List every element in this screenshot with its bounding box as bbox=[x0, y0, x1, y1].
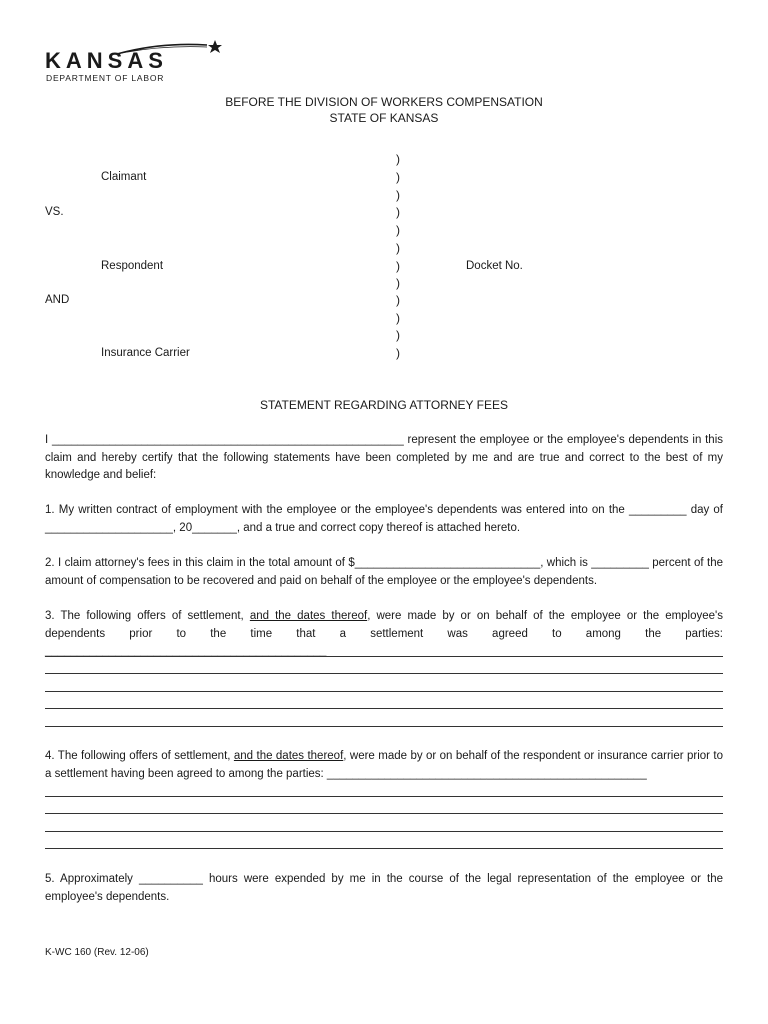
item-4-blank-line[interactable] bbox=[45, 831, 723, 832]
caption-paren: ) bbox=[396, 241, 400, 255]
caption-paren: ) bbox=[396, 276, 400, 290]
form-title: STATEMENT REGARDING ATTORNEY FEES bbox=[259, 398, 509, 412]
caption-paren: ) bbox=[396, 328, 400, 342]
intro-paragraph: I _______________________________________________________ represent the employee or the employee's dependents in this claim and hereby certify that the following statements have been completed by me and are true and correct to the best of my knowledge and belief: bbox=[45, 434, 723, 481]
caption-paren: ) bbox=[396, 205, 400, 219]
insurance-carrier-label: Insurance Carrier bbox=[101, 347, 190, 359]
item-5-paragraph: 5. Approximately __________ hours were expended by me in the course of the legal representation of the employee or the employee's dependents. bbox=[45, 873, 723, 903]
header-line-2: STATE OF KANSAS bbox=[329, 111, 439, 125]
caption-paren: ) bbox=[396, 259, 400, 273]
form-number-footer: K-WC 160 (Rev. 12-06) bbox=[45, 947, 149, 958]
item-2-paragraph: 2. I claim attorney's fees in this claim in the total amount of $_____________________________, which is _________ percent of the amount of compensation to be recovered and paid on behalf of the employee or the employee's dependents. bbox=[45, 557, 723, 587]
item-4-blank-line[interactable] bbox=[45, 796, 723, 797]
kansas-logo bbox=[45, 40, 220, 88]
logo-subtitle: DEPARTMENT OF LABOR bbox=[46, 73, 165, 83]
claimant-label: Claimant bbox=[101, 171, 147, 183]
item-4-underlined: and the dates thereof bbox=[233, 750, 344, 762]
item-4-paragraph bbox=[45, 748, 723, 783]
item-4-blank-line[interactable] bbox=[45, 848, 723, 849]
item-4-text-cont: , were made by or on behalf of the respondent or insurance carrier prior to a settlement having been agreed to among the parties: __________________________________________________ bbox=[45, 750, 723, 780]
item-3-text: 3. The following offers of settlement, bbox=[45, 610, 250, 622]
item-3-paragraph bbox=[45, 608, 723, 661]
caption-paren: ) bbox=[396, 170, 400, 184]
item-3-blank-line[interactable] bbox=[45, 691, 723, 692]
item-3-blank-line[interactable] bbox=[45, 656, 723, 657]
item-4-text: 4. The following offers of settlement, bbox=[45, 750, 234, 762]
item-3-blank-line[interactable] bbox=[45, 673, 723, 674]
item-1-paragraph: 1. My written contract of employment with the employee or the employee's dependents was entered into on the _________ day of ____________________, 20_______, and a true and correct copy thereof is attached hereto. bbox=[45, 504, 723, 534]
respondent-label: Respondent bbox=[101, 260, 164, 272]
vs-label: VS. bbox=[45, 206, 64, 218]
and-label: AND bbox=[45, 294, 70, 306]
logo-wordmark: KANSAS bbox=[45, 48, 168, 73]
caption-paren: ) bbox=[396, 293, 400, 307]
item-3-text-cont: , were made by or on behalf of the employee or the employee's dependents prior to the time that a settlement was agreed to among the parties: ____________________________________________ bbox=[45, 610, 723, 657]
item-3-underlined: and the dates thereof bbox=[249, 610, 368, 622]
caption-paren: ) bbox=[396, 346, 400, 360]
docket-no-label: Docket No. bbox=[466, 260, 523, 272]
header-line-1: BEFORE THE DIVISION OF WORKERS COMPENSATION bbox=[225, 95, 543, 109]
caption-paren: ) bbox=[396, 223, 400, 237]
item-3-blank-line[interactable] bbox=[45, 708, 723, 709]
item-3-blank-line[interactable] bbox=[45, 726, 723, 727]
caption-paren: ) bbox=[396, 311, 400, 325]
caption-paren: ) bbox=[396, 152, 400, 166]
caption-paren: ) bbox=[396, 188, 400, 202]
item-4-blank-line[interactable] bbox=[45, 813, 723, 814]
